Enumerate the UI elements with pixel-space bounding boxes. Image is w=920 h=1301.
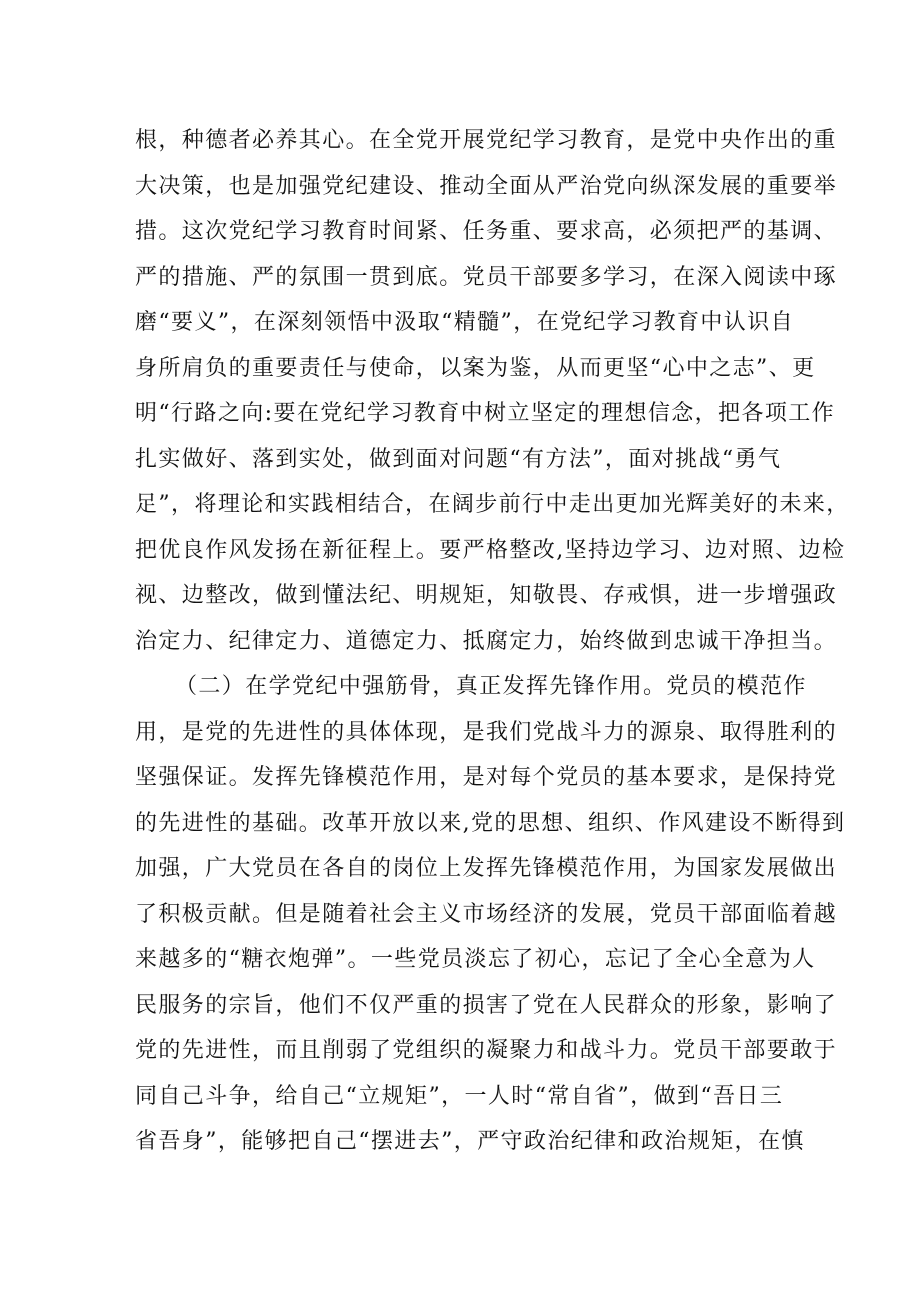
text-line: 来越多的“糖衣炮弹”。一些党员淡忘了初心，忘记了全心全意为人 <box>135 947 816 972</box>
text-line: 大决策，也是加强党纪建设、推动全面从严治党向纵深发展的重要举 <box>135 173 838 199</box>
text-line: 治定力、纪律定力、道德定力、抵腐定力，始终做到忠诚干净担当。 <box>135 628 838 654</box>
body-text <box>135 118 850 1165</box>
text-line: 明“行路之向:要在党纪学习教育中树立坚定的理想信念，把各项工作 <box>135 401 836 426</box>
text-line: 的先进性的基础。改革开放以来,党的思想、组织、作风建设不断得到 <box>135 810 846 836</box>
text-line: 加强，广大党员在各自的岗位上发挥先锋模范作用，为国家发展做出 <box>135 856 838 881</box>
text-line: 措。这次党纪学习教育时间紧、任务重、要求高，必须把严的基调、 <box>135 219 838 244</box>
text-line: 把优良作风发扬在新征程上。要严格整改,坚持边学习、边对照、边检 <box>135 537 846 563</box>
text-line: 视、边整改，做到懂法纪、明规矩，知敬畏、存戒惧，进一步增强政 <box>135 583 838 608</box>
text-line: 坚强保证。发挥先锋模范作用，是对每个党员的基本要求，是保持党 <box>135 765 838 790</box>
text-line: 同自己斗争，给自己“立规矩”，一人时“常自省”，做到“吾日三 <box>135 1083 784 1109</box>
text-line: 了积极贡献。但是随着社会主义市场经济的发展，党员干部面临着越 <box>135 901 838 927</box>
text-line: 党的先进性，而且削弱了党组织的凝聚力和战斗力。党员干部要敢于 <box>135 1038 838 1063</box>
text-line: 用，是党的先进性的具体体现，是我们党战斗力的源泉、取得胜利的 <box>135 719 838 745</box>
text-line: 民服务的宗旨，他们不仅严重的损害了党在人民群众的形象，影响了 <box>135 992 838 1018</box>
section-heading-line: （二）在学党纪中强筋骨，真正发挥先锋作用。党员的模范作 <box>175 674 807 699</box>
text-line: 磨“要义”，在深刻领悟中汲取“精髓”，在党纪学习教育中认识自 <box>135 310 794 335</box>
text-line: 省吾身”，能够把自己“摆进去”，严守政治纪律和政治规矩，在慎 <box>135 1129 805 1154</box>
text-line: 扎实做好、落到实处，做到面对问题“有方法”，面对挑战“勇气 <box>135 446 782 472</box>
text-line: 足”，将理论和实践相结合，在阔步前行中走出更加光辉美好的未来， <box>135 492 850 517</box>
text-line: 身所肩负的重要责任与使命，以案为鉴，从而更坚“心中之志”、更 <box>135 355 816 381</box>
text-line: 根，种德者必养其心。在全党开展党纪学习教育，是党中央作出的重 <box>135 128 838 153</box>
text-line: 严的措施、严的氛围一贯到底。党员干部要多学习，在深入阅读中琢 <box>135 264 838 290</box>
